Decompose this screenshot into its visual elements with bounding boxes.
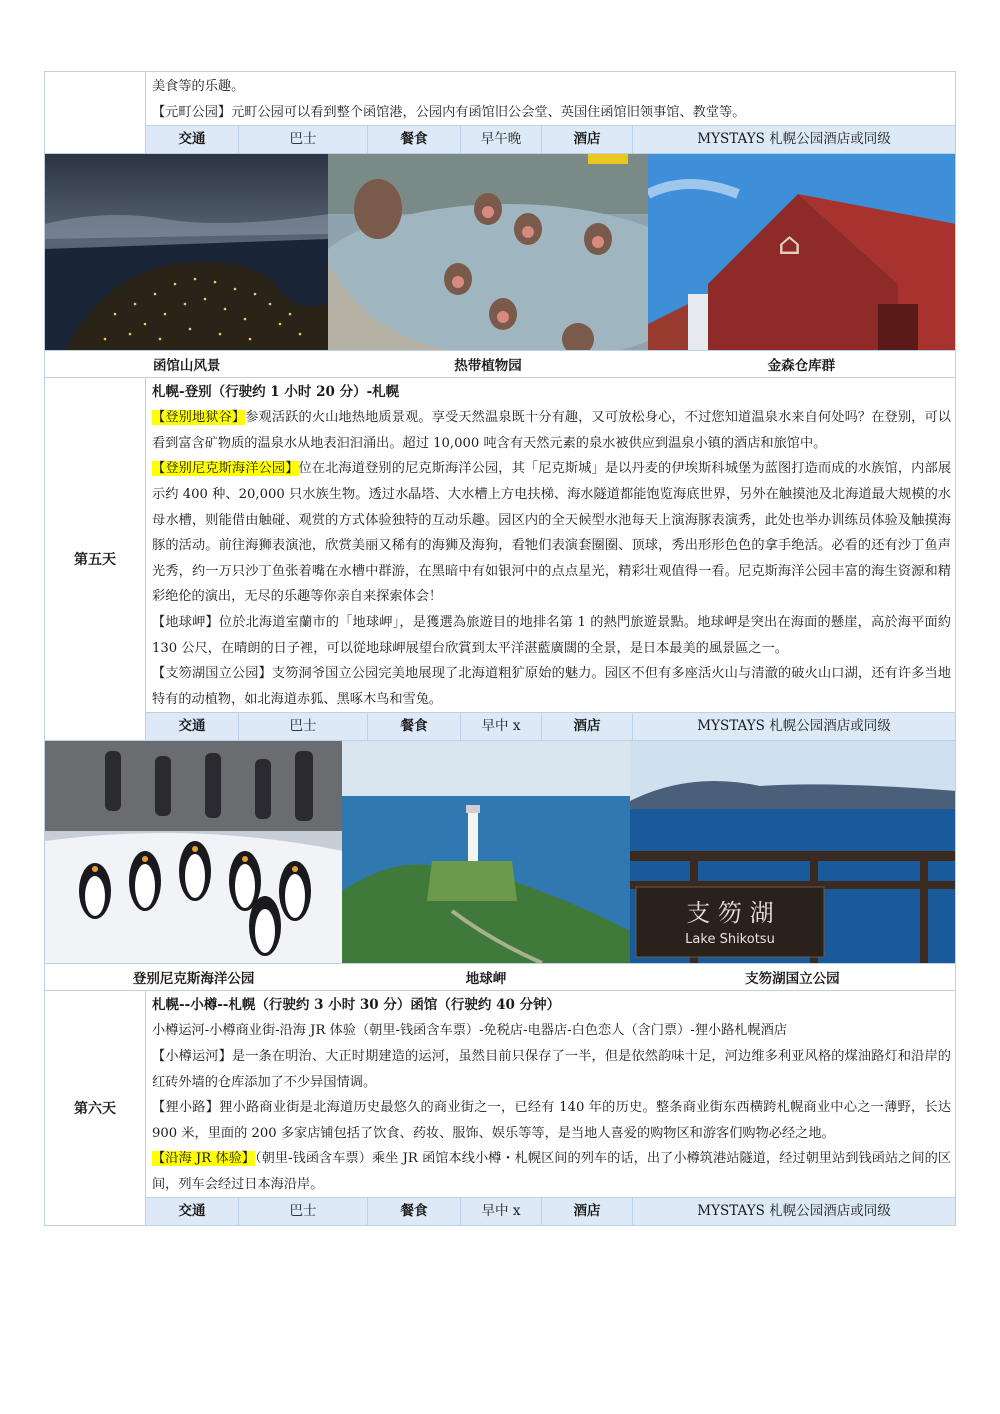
meal-label: 餐食: [368, 126, 461, 153]
hakodate-night-photo: [45, 154, 328, 350]
transport-label: 交通: [146, 1198, 239, 1225]
day5-shikotsu-park: 【支笏湖国立公园】支笏洞爷国立公园完美地展现了北海道粗犷原始的魅力。园区不但有多座活火山与清澈的破火山口湖，还有许多当地特有的动植物，如北海道赤狐、黑啄木鸟和雪兔。: [152, 666, 951, 707]
caption-kanemori-warehouse: 金森仓库群: [767, 358, 836, 375]
kanemori-warehouse-photo: [648, 154, 955, 350]
lake-sign-en: Lake Shikotsu: [684, 932, 775, 948]
day5-route: 札幌-登别（行驶约 1 小时 20 分）-札幌: [152, 384, 400, 401]
day6-info-bar: [146, 1197, 955, 1225]
highlight-tag: 【沿海 JR 体验】: [152, 1151, 256, 1167]
caption-tropical-garden: 热带植物园: [454, 358, 522, 375]
meal-value: 早午晚: [461, 126, 542, 153]
day4-row: [45, 72, 956, 154]
hotel-value: MYSTAYS 札幌公园酒店或同级: [697, 1203, 891, 1220]
lake-shikotsu-photo: [630, 741, 955, 963]
day6-row: [45, 991, 956, 1226]
hotel-label: 酒店: [542, 126, 633, 153]
day4-yuanting-park: 【元町公园】元町公园可以看到整个函馆港，公园内有函馆旧公会堂、英国住函馆旧领事馆、教堂等。: [152, 104, 746, 120]
gallery1-row: [45, 154, 956, 378]
caption-cape-chikyu: 地球岬: [465, 971, 507, 988]
day4-info-bar: [146, 125, 955, 153]
meal-label: 餐食: [368, 1198, 461, 1225]
day5-nixe-marine-park: 【登别尼克斯海洋公园】位在北海道登别的尼克斯海洋公园，其「尼克斯城」是以丹麦的伊埃斯科城堡为蓝图打造而成的水族馆，内部展示约 400 种、20,000 只水族生物。透过水晶塔、大水槽上方电扶梯、海水隧道都能饱览海底世界，另外在触摸池及北海道最大规模的水母水槽，则能借由触碰、观赏的方式体验独特的互动乐趣。园区内的全天候型水池每天上演海豚表演秀，此处也举办训练员体验及触摸海豚的活动。前往海狮表演池，欣赏美丽又稀有的海狮及海狗，看牠们表演套圈圈、顶球，秀出形形色色的拿手绝活。必看的还有沙丁鱼声光秀，约一万只沙丁鱼张着嘴在水槽中群游，在黑暗中有如银河中的点点星光，精彩壮观值得一看。尼克斯海洋公园丰富的海生资源和精彩绝伦的演出，无尽的乐趣等你亲自来探索体会！: [152, 461, 952, 605]
lake-sign-cn: 支 笏 湖: [686, 899, 774, 928]
day4-content: [146, 72, 956, 154]
day5-noboribetsu-hell-valley: 【登别地狱谷】参观活跃的火山地热地质景观。享受天然温泉既十分有趣，又可放松身心，不过您知道温泉水来自何处吗？在登别，可以看到富含矿物质的温泉水从地表汩汩涌出。超过 10,000 吨含有天然元素的泉水被供应到温泉小镇的酒店和旅馆中。: [152, 410, 951, 451]
hotel-value: MYSTAYS 札幌公园酒店或同级: [697, 718, 891, 735]
meal-value: 早中 x: [461, 713, 542, 740]
hotel-label: 酒店: [542, 713, 633, 740]
hotel-value: MYSTAYS 札幌公园酒店或同级: [697, 130, 891, 147]
day4-label-cell: [45, 72, 146, 154]
transport-label: 交通: [146, 713, 239, 740]
itinerary-table: [44, 71, 956, 1226]
highlight-tag: 【登别尼克斯海洋公园】: [152, 461, 299, 477]
gallery2-row: [45, 741, 956, 991]
transport-label: 交通: [146, 126, 239, 153]
caption-nixe-marine-park: 登别尼克斯海洋公园: [132, 971, 255, 988]
hotel-label: 酒店: [542, 1198, 633, 1225]
highlight-tag: 【登别地狱谷】: [152, 410, 246, 426]
itinerary-page: [44, 71, 956, 1226]
caption-shikotsu-park: 支笏湖国立公园: [745, 971, 840, 988]
monkey-onsen-photo: [328, 154, 647, 350]
day5-label: 第五天: [45, 378, 146, 741]
day4-text-line: 美食等的乐趣。: [152, 79, 245, 94]
day5-content: [146, 378, 956, 741]
caption-hakodate-mountain: 函馆山风景: [152, 358, 221, 375]
meal-label: 餐食: [368, 713, 461, 740]
day6-route: 札幌--小樽--札幌（行驶约 3 小时 30 分）函馆（行驶约 40 分钟）: [152, 997, 561, 1014]
transport-value: 巴士: [239, 713, 368, 740]
day6-label: 第六天: [45, 991, 146, 1226]
gallery1-cell: [45, 154, 956, 378]
transport-value: 巴士: [239, 1198, 368, 1225]
gallery2-cell: [45, 741, 956, 991]
day6-itinerary-list: 小樽运河-小樽商业街-沿海 JR 体验（朝里-钱函含车票）-免税店-电器店-白色恋人（含门票）-狸小路札幌酒店: [152, 1023, 788, 1039]
day5-info-bar: [146, 712, 955, 740]
day5-cape-chikyu: 【地球岬】位於北海道室蘭市的「地球岬」，是獲選為旅遊目的地排名第 1 的熱門旅遊景點。地球岬是突出在海面的懸崖，高於海平面約 130 公尺，在晴朗的日子裡，可以從地球岬展望台欣賞到太平洋湛藍廣闊的全景，是日本最美的風景區之一。: [152, 614, 951, 656]
penguin-walk-photo: [45, 741, 342, 963]
day6-coastal-jr: 【沿海 JR 体验】（朝里-钱函含车票）乘坐 JR 函馆本线小樽・札幌区间的列车的话，出了小樽筑港站隧道，经过朝里站到钱函站之间的区间，列车会经过日本海沿岸。: [152, 1151, 951, 1192]
day6-otaru-canal: 【小樽运河】是一条在明治、大正时期建造的运河，虽然目前只保存了一半，但是依然韵味十足，河边维多利亚风格的煤油路灯和沿岸的红砖外墙的仓库添加了不少异国情调。: [152, 1048, 951, 1090]
day6-content: [146, 991, 956, 1226]
meal-value: 早中 x: [461, 1198, 542, 1225]
day5-row: [45, 378, 956, 741]
transport-value: 巴士: [239, 126, 368, 153]
svg-text:⌂: ⌂: [777, 227, 801, 263]
day6-tanukikoji: 【狸小路】狸小路商业街是北海道历史最悠久的商业街之一，已经有 140 年的历史。整条商业街东西横跨札幌商业中心之一薄野，长达 900 米，里面的 200 多家店铺包括了饮食、药妆、服饰、娱乐等等，是当地人喜爱的购物区和游客们购物必经之地。: [152, 1100, 951, 1141]
cape-chikyu-photo: [342, 741, 629, 963]
